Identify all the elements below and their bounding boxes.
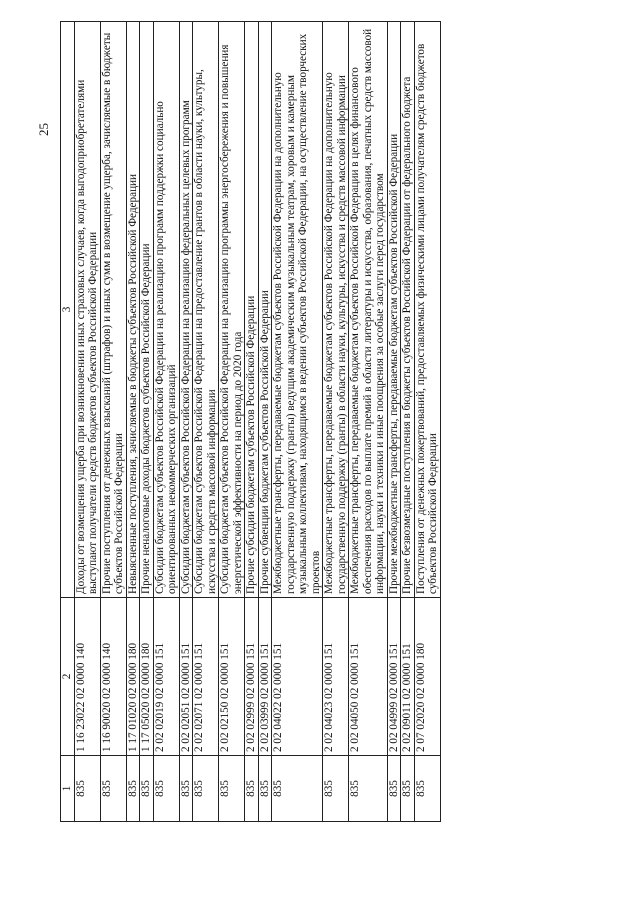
income-description-cell: Субсидии бюджетам субъектов Российской Федерации на предоставление грантов в области науки, культуры, искусства и средств массовой информации [193, 22, 219, 598]
admin-code-cell: 835 [140, 756, 154, 822]
income-code-cell: 2 02 03999 02 0000 151 [258, 598, 272, 756]
admin-code-cell: 835 [272, 756, 323, 822]
income-description-cell: Невыясненные поступления, зачисляемые в бюджеты субъектов Российской Федерации [126, 22, 140, 598]
income-description-cell: Прочие поступления от денежных взысканий (штрафов) и иных сумм в возмещение ущерба, зачисляемые в бюджеты субъектов Российской Федерации [100, 22, 126, 598]
income-code-cell: 2 02 02071 02 0000 151 [193, 598, 219, 756]
header-row [61, 22, 75, 822]
income-code-cell: 2 02 02051 02 0000 151 [179, 598, 193, 756]
table-row [323, 22, 349, 822]
table-row [245, 22, 259, 822]
income-code-cell: 2 02 04050 02 0000 151 [349, 598, 388, 756]
admin-code-cell: 835 [219, 756, 245, 822]
income-description-cell: Прочие неналоговые доходы бюджетов субъектов Российской Федерации [140, 22, 154, 598]
income-code-cell: 2 02 02999 02 0000 151 [245, 598, 259, 756]
admin-code-cell: 835 [74, 756, 100, 822]
table-row [179, 22, 193, 822]
income-code-cell: 2 02 02019 02 0000 151 [153, 598, 179, 756]
income-code-cell: 2 02 04999 02 0000 151 [387, 598, 401, 756]
table-row [401, 22, 415, 822]
table-row [258, 22, 272, 822]
admin-code-cell: 835 [323, 756, 349, 822]
income-code-cell: 1 16 90020 02 0000 140 [100, 598, 126, 756]
income-description-cell: Субсидии бюджетам субъектов Российской Федерации на реализацию программы энергосбережения и повышения энергетической эффективности на период до 2020 года [219, 22, 245, 598]
table-row [272, 22, 323, 822]
income-code-cell: 1 16 23022 02 0000 140 [74, 598, 100, 756]
table-row [349, 22, 388, 822]
page-number: 25 [36, 123, 51, 136]
income-code-cell: 2 07 02020 02 0000 180 [414, 598, 440, 756]
income-code-cell: 1 17 01020 02 0000 180 [126, 598, 140, 756]
income-description-cell: Межбюджетные трансферты, передаваемые бюджетам субъектов Российской Федерации на дополнительную государственную поддержку (гранты) ведущим академическим музыкальным театрам, хоровым и камерным музыкальным коллективам, находящимся в ведении субъектов Российской Федерации, на осуществление творческих проектов [272, 22, 323, 598]
income-description-cell: Прочие безвозмездные поступления в бюджеты субъектов Российской Федерации от федерального бюджета [401, 22, 415, 598]
admin-code-cell: 835 [193, 756, 219, 822]
admin-code-cell: 835 [258, 756, 272, 822]
admin-code-cell: 835 [100, 756, 126, 822]
income-description-cell: Прочие межбюджетные трансферты, передаваемые бюджетам субъектов Российской Федерации [387, 22, 401, 598]
income-code-cell: 2 02 04022 02 0000 151 [272, 598, 323, 756]
header-col-1: 1 [61, 756, 75, 822]
income-description-cell: Межбюджетные трансферты, передаваемые бюджетам субъектов Российской Федерации в целях финансового обеспечения расходов по выплате премий в области литературы и искусства, образования, печатных средств массовой информации, науки и техники и иные поощрения за особые заслуги перед государством [349, 22, 388, 598]
income-description-cell: Субсидии бюджетам субъектов Российской Федерации на реализацию федеральных целевых программ [179, 22, 193, 598]
admin-code-cell: 835 [414, 756, 440, 822]
income-code-cell: 2 02 02150 02 0000 151 [219, 598, 245, 756]
table-row [387, 22, 401, 822]
table-row [74, 22, 100, 822]
admin-code-cell: 835 [245, 756, 259, 822]
income-code-cell: 2 02 04023 02 0000 151 [323, 598, 349, 756]
header-col-3: 3 [61, 22, 75, 598]
income-code-cell: 2 02 09011 02 0000 151 [401, 598, 415, 756]
table-row [100, 22, 126, 822]
income-description-cell: Поступления от денежных пожертвований, предоставляемых физическими лицами получателям средств бюджетов субъектов Российской Федерации [414, 22, 440, 598]
admin-code-cell: 835 [179, 756, 193, 822]
income-description-cell: Прочие субсидии бюджетам субъектов Российской Федерации [245, 22, 259, 598]
admin-code-cell: 835 [349, 756, 388, 822]
table-row [414, 22, 440, 822]
table-row [126, 22, 140, 822]
budget-code-table [60, 21, 441, 822]
income-description-cell: Межбюджетные трансферты, передаваемые бюджетам субъектов Российской Федерации на дополнительную государственную поддержку (гранты) в области науки, культуры, искусства и средств массовой информации [323, 22, 349, 598]
income-description-cell: Субсидии бюджетам субъектов Российской Федерации на реализацию программ поддержки социально ориентированных некоммерческих организаций [153, 22, 179, 598]
income-description-cell: Прочие субвенции бюджетам субъектов Российской Федерации [258, 22, 272, 598]
income-description-cell: Доходы от возмещения ущерба при возникновении иных страховых случаев, когда выгодоприобретателями выступают получатели средств бюджетов субъектов Российской Федерации [74, 22, 100, 598]
table-row [219, 22, 245, 822]
admin-code-cell: 835 [153, 756, 179, 822]
rotated-sheet [60, 22, 580, 822]
table-row [140, 22, 154, 822]
admin-code-cell: 835 [387, 756, 401, 822]
income-code-cell: 1 17 05020 02 0000 180 [140, 598, 154, 756]
table-row [193, 22, 219, 822]
header-col-2: 2 [61, 598, 75, 756]
admin-code-cell: 835 [401, 756, 415, 822]
admin-code-cell: 835 [126, 756, 140, 822]
table-row [153, 22, 179, 822]
